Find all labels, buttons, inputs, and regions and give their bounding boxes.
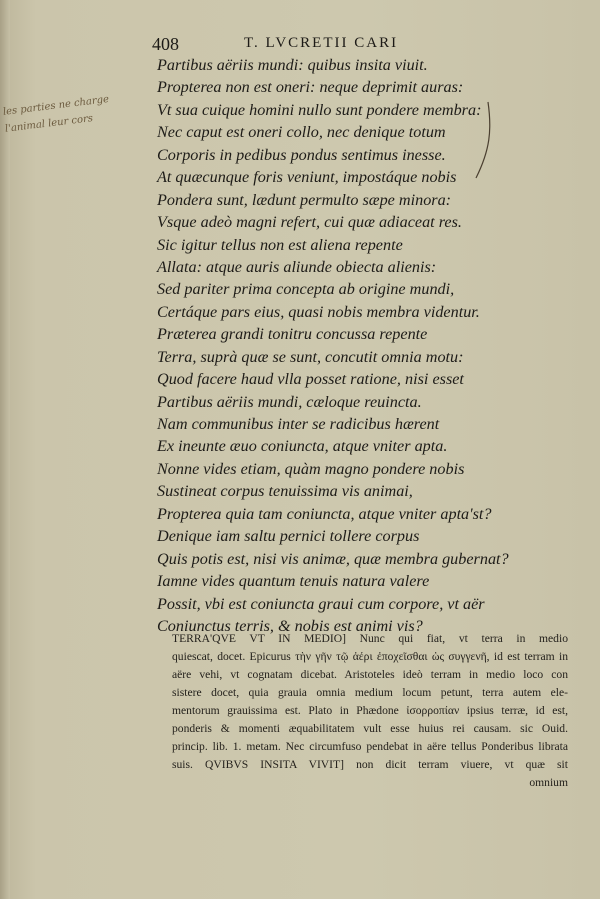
verse-line: Denique iam saltu pernici tollere corpus	[157, 527, 420, 546]
commentary-line: aëre vehi, vt cognatam dicebat. Aristoteles ideò terram in medio loco con	[172, 668, 568, 681]
verse-line: Vsque adeò magni refert, cui quæ adiaceat res.	[157, 213, 462, 232]
verse-line: Partibus aëriis mundi, cæloque reuincta.	[157, 392, 422, 411]
verse-line: Ex ineunte æuo coniuncta, atque vniter apta.	[157, 437, 448, 456]
commentary-line: ponderis & momenti æquabilitatem vult esse huius rei causam. sic Ouid.	[172, 722, 568, 735]
commentary-line: suis. QVIBVS INSITA VIVIT] non dicit terram viuere, vt quæ sit	[172, 758, 568, 771]
handwritten-margin-note	[2, 85, 165, 138]
margin-note-line: les parties ne charge	[2, 93, 110, 118]
verse-line: Propterea non est oneri: neque deprimit auras:	[157, 78, 464, 97]
catchword: omnium	[529, 776, 568, 789]
verse-line: Partibus aëriis mundi: quibus insita viuit.	[157, 56, 428, 74]
verse-line: Certáque pars eius, quasi nobis membra videntur.	[157, 302, 480, 321]
verse-line: Coniunctus terris, & nobis est animi vis?	[157, 616, 423, 635]
verse-block	[157, 54, 577, 637]
verse-line: Corporis in pedibus pondus sentimus inesse.	[157, 145, 446, 164]
verse-line: Nonne vides etiam, quàm magno pondere nobis	[157, 459, 465, 478]
commentary-line: sistere docet, quia grauia omnia medium locum petunt, terra autem ele-	[172, 686, 568, 699]
verse-line: Iamne vides quantum tenuis natura valere	[157, 572, 430, 591]
page-number: 408	[152, 34, 179, 54]
verse-line: Possit, vbi est coniuncta graui cum corpore, vt aër	[157, 594, 485, 613]
commentary-line: princip. lib. 1. metam. Nec circumfuso pendebat in aëre tellus Ponderibus librata	[172, 740, 568, 753]
verse-line: Terra, suprà quæ se sunt, concutit omnia motu:	[157, 347, 464, 366]
verse-line: Quod facere haud vlla posset ratione, nisi esset	[157, 370, 464, 389]
verse-line: Vt sua cuique homini nullo sunt pondere membra:	[157, 100, 482, 119]
page-header	[152, 34, 572, 56]
verse-line: Pondera sunt, lædunt permulto sæpe minora:	[157, 190, 452, 209]
running-head: T. LVCRETII CARI	[244, 35, 399, 51]
verse-line: Sic igitur tellus non est aliena repente	[157, 235, 403, 254]
verse-line: Sed pariter prima concepta ab origine mundi,	[157, 280, 455, 299]
commentary-line: TERRA'QVE VT IN MEDIO] Nunc qui fiat, vt terra in medio	[172, 632, 568, 645]
verse-line: Propterea quia tam coniuncta, atque vniter apta'st?	[157, 504, 492, 523]
commentary-block	[172, 630, 568, 792]
verse-line: Nec caput est oneri collo, nec denique totum	[157, 123, 446, 142]
commentary-line: quiescat, docet. Epicurus τὴν γῆν τῷ ἀέρι ἐποχεῖσθαι ὡς συγγενῆ, id est terram in	[172, 650, 568, 663]
commentary-line: mentorum grauissima est. Plato in Phædone ἰσορροπίαν ipsius terræ, id est,	[172, 704, 568, 717]
verse-line: Sustineat corpus tenuissima vis animai,	[157, 482, 413, 501]
verse-line: Quis potis est, nisi vis animæ, quæ membra gubernat?	[157, 549, 509, 568]
verse-line: Præterea grandi tonitru concussa repente	[157, 325, 428, 344]
verse-line: At quæcunque foris veniunt, impostáque nobis	[157, 168, 457, 187]
verse-line: Allata: atque auris aliunde obiecta alienis:	[157, 257, 437, 276]
verse-line: Nam communibus inter se radicibus hærent	[157, 415, 440, 433]
margin-note-line: l'animal leur cors	[4, 113, 94, 135]
